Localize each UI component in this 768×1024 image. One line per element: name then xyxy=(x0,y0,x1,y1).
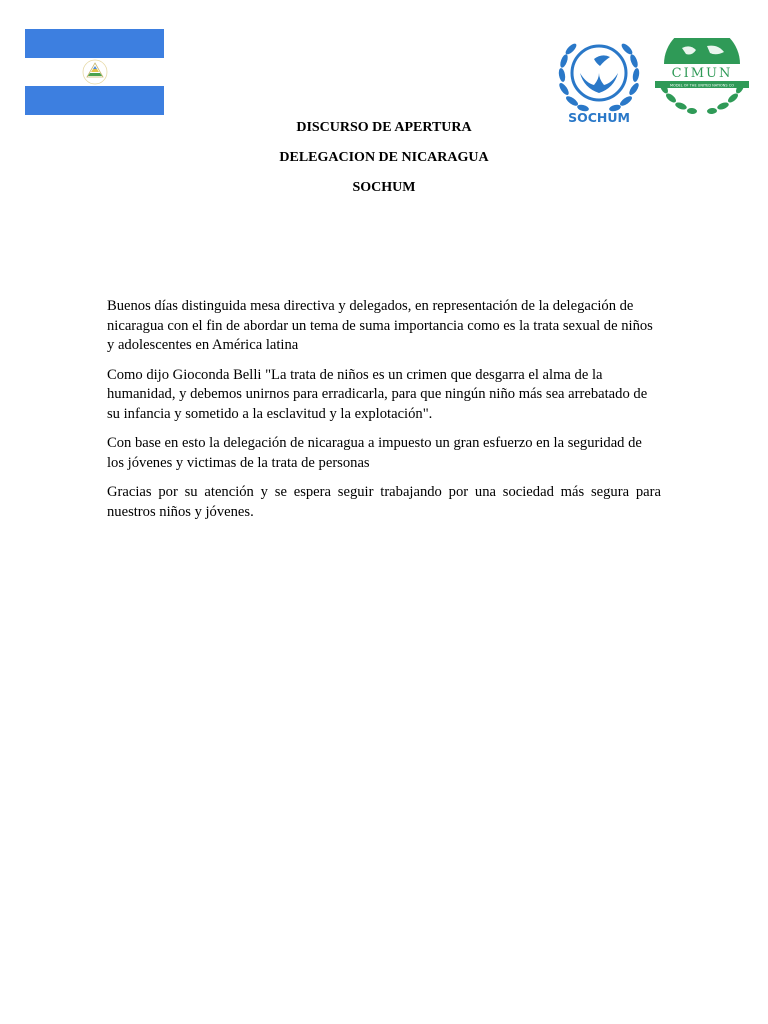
sochum-logo-icon xyxy=(554,33,644,125)
paragraph-greeting: Buenos días distinguida mesa directiva y delegados, en representación de la delegación de nicaragua con el fin de abordar un tema de suma importancia como es la trata sexual de niños y adolescentes en América latina xyxy=(107,298,653,353)
svg-text:CIMUN: CIMUN xyxy=(671,66,733,81)
title-discurso: DISCURSO DE APERTURA xyxy=(296,120,472,135)
svg-text:MODEL OF THE UNITED NATIONS CO: MODEL OF THE UNITED NATIONS CO xyxy=(670,83,734,88)
paragraph-effort: Con base en esto la delegación de nicaragua a impuesto un gran esfuerzo en la seguridad de los jóvenes y victimas de la trata de personas xyxy=(107,435,642,471)
paragraph-closing: Gracias por su atención y se espera seguir trabajando por una sociedad más segura para nuestros niños y jóvenes. xyxy=(107,484,661,520)
title-delegacion: DELEGACION DE NICARAGUA xyxy=(279,150,489,165)
nicaragua-flag-icon xyxy=(25,29,164,115)
cimun-logo-icon xyxy=(652,38,752,118)
speech-body xyxy=(107,297,661,532)
title-committee: SOCHUM xyxy=(352,180,416,195)
svg-text:SOCHUM: SOCHUM xyxy=(568,110,630,125)
document-titles xyxy=(0,119,768,209)
paragraph-quote: Como dijo Gioconda Belli "La trata de niños es un crimen que desgarra el alma de la humanidad, y debemos unirnos para erradicarla, para que ningún niño más sea arrebatado de su infancia y sometido a la esclavitud y la explotación". xyxy=(107,366,648,422)
